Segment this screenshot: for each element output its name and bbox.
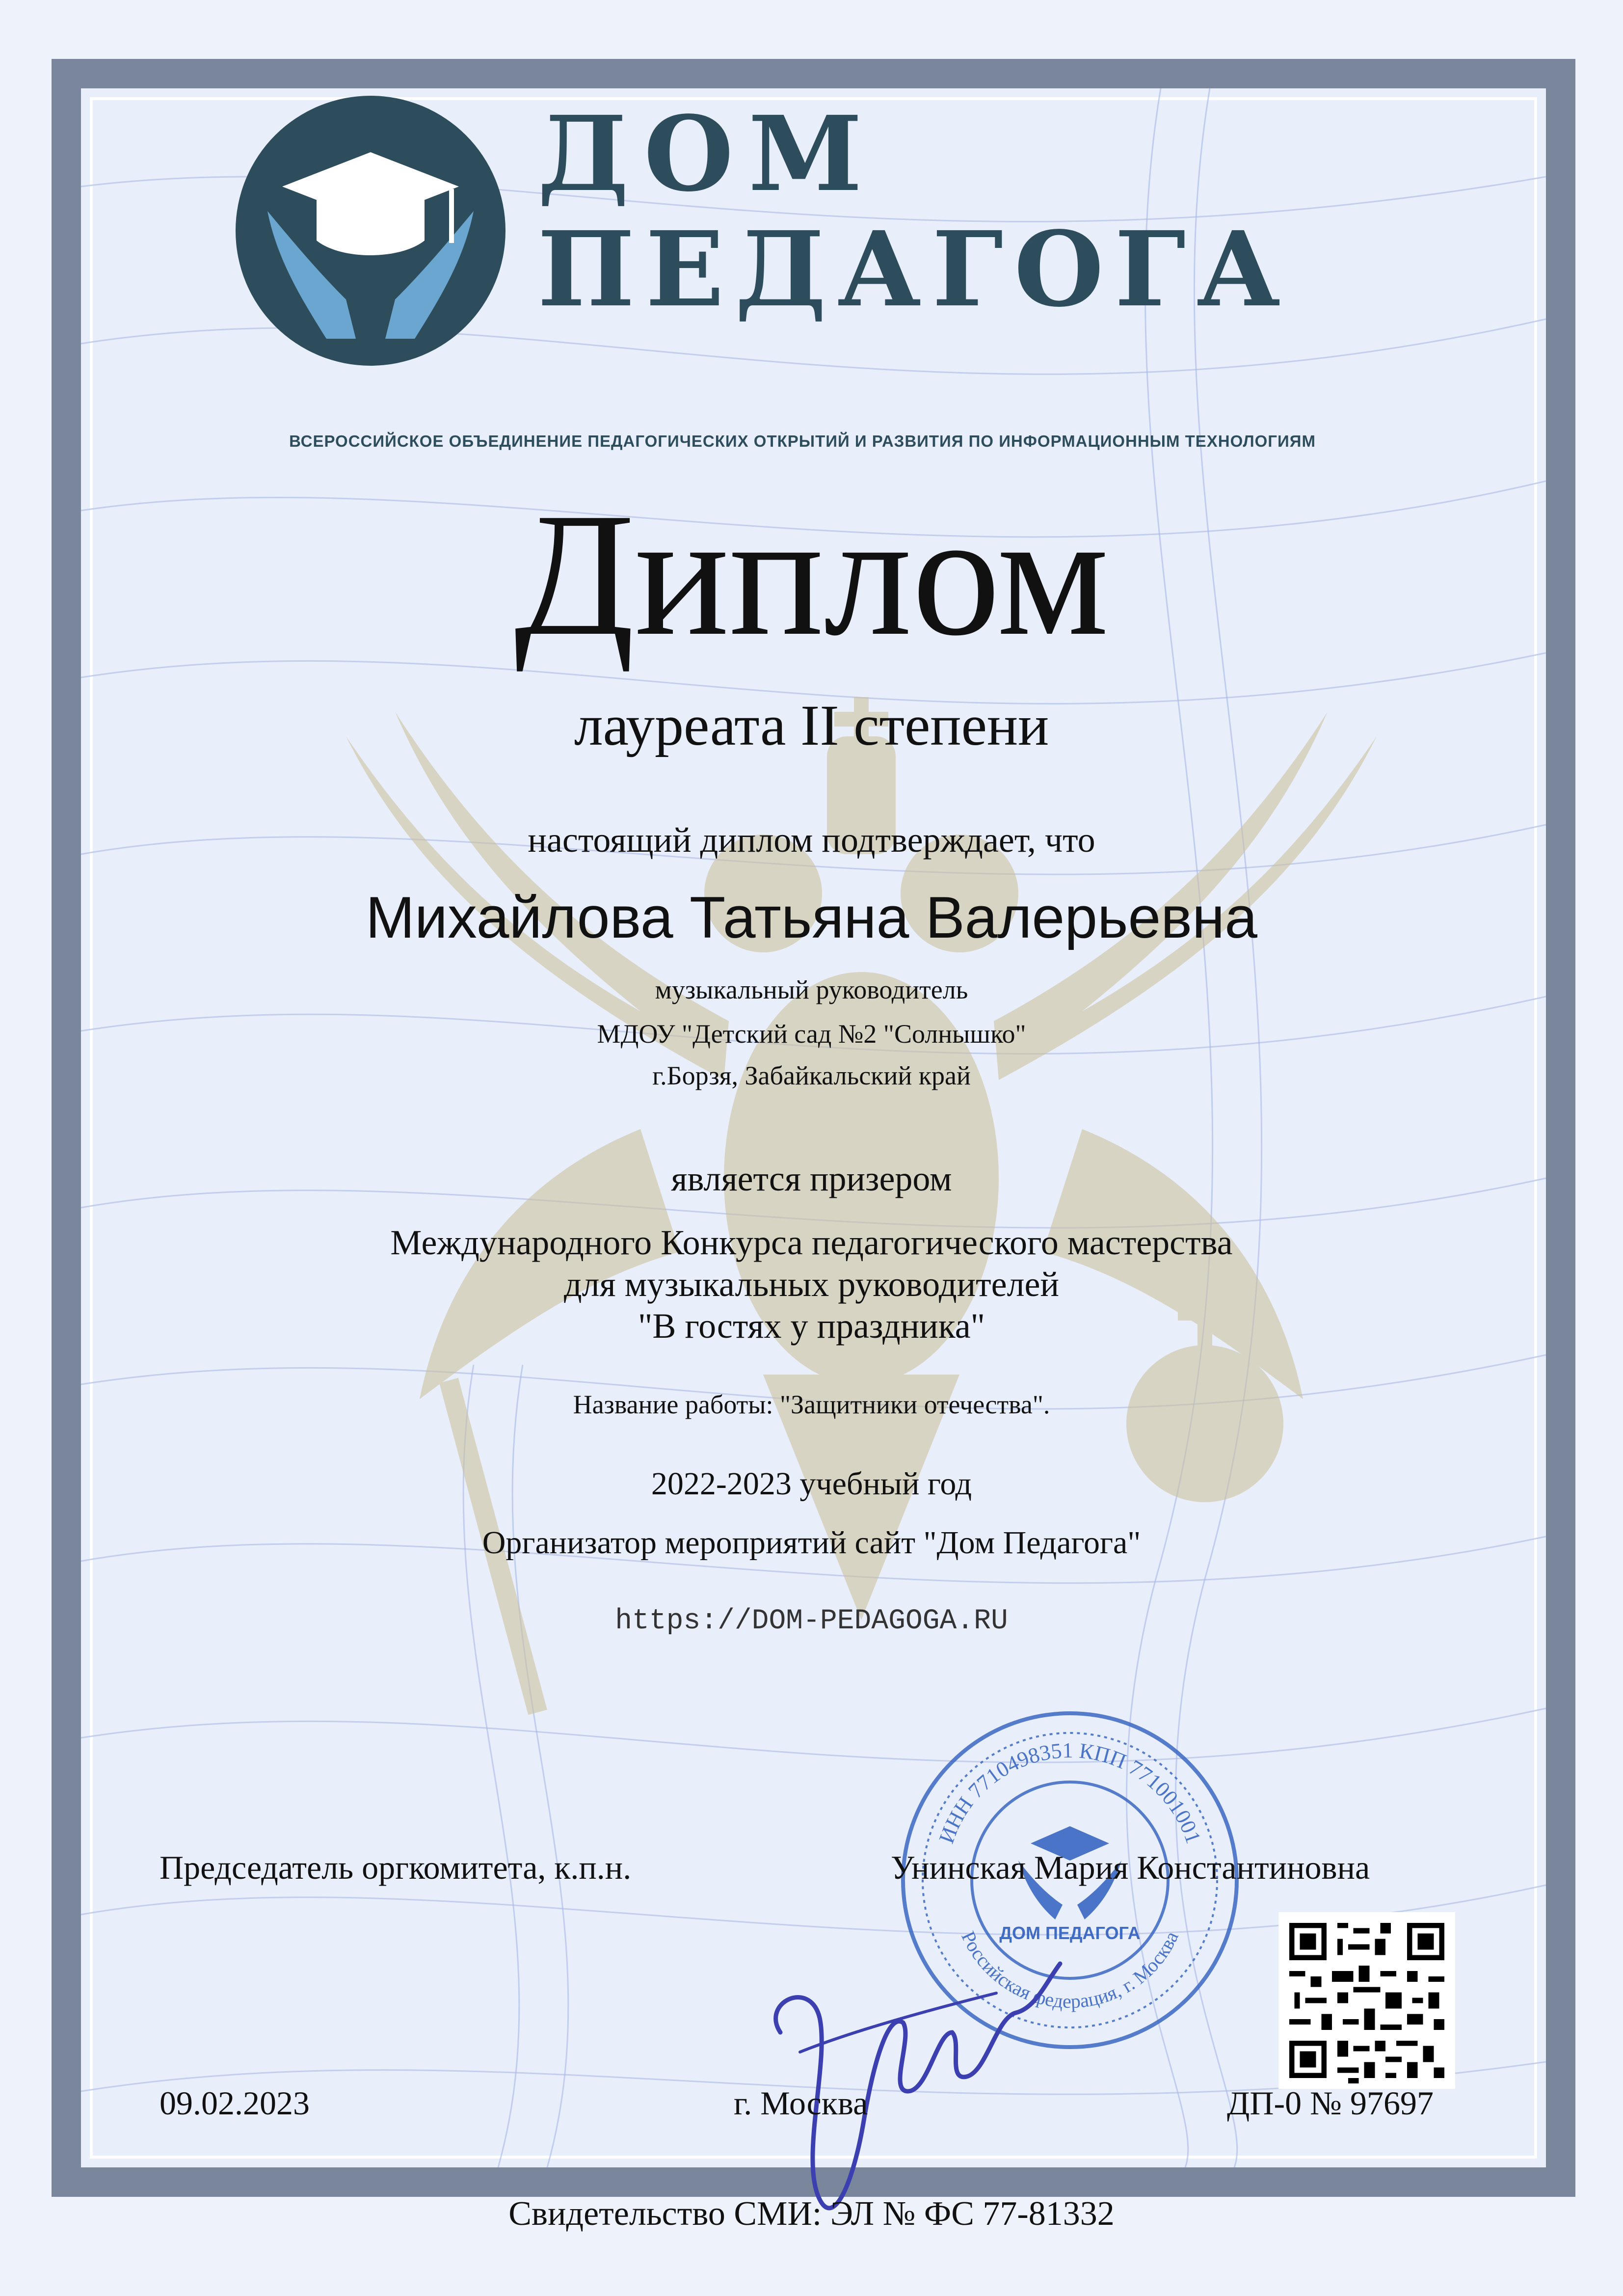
media-certificate: Свидетельство СМИ: ЭЛ № ФС 77-81332 [508,2195,1115,2233]
graduation-cap-hands-icon [233,93,508,368]
recipient-city: г.Борзя, Забайкальский край [652,1061,971,1090]
stamp-center-text: ДОМ ПЕДАГОГА [999,1923,1141,1943]
diploma-degree: лауреата II степени [574,693,1049,757]
confirm-text: настоящий диплом подтверждает, что [528,820,1095,860]
recipient-organization: МДОУ "Детский сад №2 "Солнышко" [597,1019,1026,1049]
chair-name: Унинская Мария Константиновна [891,1849,1370,1886]
stamp-bottom-text: Российская федерация, г. Москва [957,1927,1183,2013]
prize-text: является призером [671,1159,952,1198]
logo-title-line1: ДОМ [537,93,878,215]
academic-year: 2022-2023 учебный год [651,1466,972,1502]
website-link[interactable]: https://DOM-PEDAGOGA.RU [615,1605,1008,1637]
chair-title: Председатель оргкомитета, к.п.н. [160,1849,632,1886]
recipient-position: музыкальный руководитель [655,975,968,1004]
logo-title-line2: ПЕДАГОГА [537,209,1292,330]
qr-code[interactable] [1278,1912,1455,2089]
logo [233,93,1372,450]
issue-date: 09.02.2023 [160,2084,310,2122]
organizer-text: Организатор мероприятий сайт "Дом Педагога" [482,1525,1141,1561]
diploma-title: Диплом [514,476,1109,672]
contest-name-line3: "В гостях у праздника" [638,1306,985,1346]
work-title: Название работы: "Защитники отечества". [573,1390,1050,1419]
contest-name-line1: Международного Конкурса педагогического мастерства [390,1223,1233,1262]
issue-city: г. Москва [734,2084,868,2122]
recipient-name: Михайлова Татьяна Валерьевна [365,885,1258,950]
contest-name-line2: для музыкальных руководителей [563,1265,1060,1304]
stamp-top-text: ИНН 7710498351 КПП 771001001 [934,1738,1206,1847]
logo-subtitle: ВСЕРОССИЙСКОЕ ОБЪЕДИНЕНИЕ ПЕДАГОГИЧЕСКИХ ОТКРЫТИЙ И РАЗВИТИЯ ПО ИНФОРМАЦИОННЫМ ТЕХНОЛОГИЯМ [289,432,1316,450]
eagle-emblem-watermark [297,638,1426,1767]
document-number: ДП-0 № 97697 [1227,2084,1434,2122]
